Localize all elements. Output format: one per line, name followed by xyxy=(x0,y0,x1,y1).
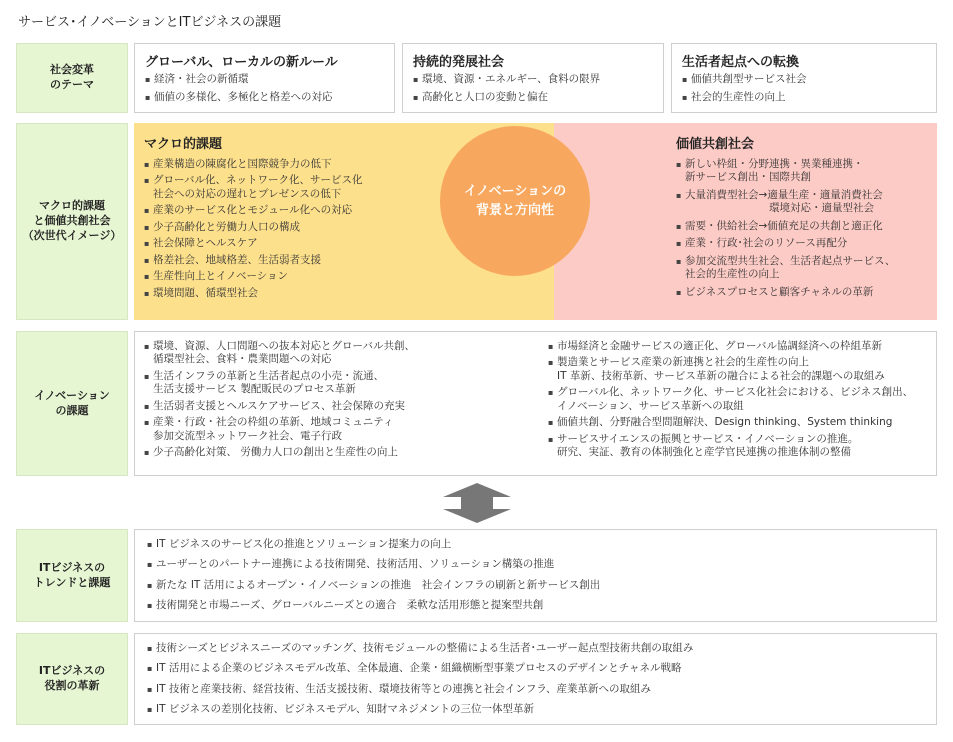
innovation-item: ▪ 少子高齢化対策、 労働力人口の創出と生産性の向上 xyxy=(144,446,539,459)
value-cocreation-title: 価値共創社会 xyxy=(676,137,755,152)
innovation-item: ▪ 市場経済と金融サービスの適正化、グローバル協調経済への枠組革新 xyxy=(548,340,934,353)
macro-issue-item: ▪ 少子高齢化と労働力人口の構成 xyxy=(144,221,544,234)
innovation-direction-circle: イノベーションの 背景と方向性 xyxy=(440,126,590,276)
row-label-it-trend: ITビジネスの トレンドと課題 xyxy=(16,529,128,622)
innovation-item: ▪ 生活弱者支援とヘルスケアサービス、社会保障の充実 xyxy=(144,400,539,413)
innovation-item: ▪ 環境、資源、人口問題への抜本対応とグローバル共創、 循環型社会、食料・農業問題への対応 xyxy=(144,340,539,367)
theme-box-consumer xyxy=(671,43,937,113)
value-cocreation-item: ▪ 参加交流型共生社会、生活者起点サービス、 社会的生産性の向上 xyxy=(676,255,937,282)
macro-issue-item: ▪ 格差社会、地域格差、生活弱者支援 xyxy=(144,254,544,267)
theme-box-global xyxy=(134,43,395,113)
theme-box-sustainable xyxy=(402,43,664,113)
value-cocreation-item: ▪ 大量消費型社会→適量生産・適量消費社会 環境対応・適量型社会 xyxy=(676,189,937,216)
it-trend-box xyxy=(134,529,937,622)
diagram-title: サービス･イノベーションとITビジネスの課題 xyxy=(18,15,282,30)
row-label-theme: 社会変革 のテーマ xyxy=(16,43,128,113)
value-cocreation-panel xyxy=(554,123,937,320)
value-cocreation-item: ▪ 新しい枠組・分野連携・異業種連携・ 新サービス創出・国際共創 xyxy=(676,158,937,185)
innovation-list-right xyxy=(548,340,934,463)
it-trend-item: ▪ ユーザーとのパートナー連携による技術開発、技術活用、ソリューション構築の推進 xyxy=(147,558,924,571)
innovation-item: ▪ グローバル化、ネットワーク化、サービス化社会における、ビジネス創出、 イノベーション、サービス革新への取組 xyxy=(548,386,934,413)
it-role-item: ▪ IT 技術と産業技術、経営技術、生活支援技術、環境技術等との連携と社会インフラ、産業革新への取組み xyxy=(147,683,924,696)
theme-title: グローバル、ローカルの新ルール xyxy=(145,55,338,70)
value-cocreation-item: ▪ 産業・行政･社会のリソース再配分 xyxy=(676,237,937,250)
innovation-item: ▪ 価値共創、分野融合型問題解決、Design thinking、System thinking xyxy=(548,416,934,429)
it-role-box xyxy=(134,633,937,725)
innovation-item: ▪ 産業・行政・社会の枠組の革新、地域コミュニティ 参加交流型ネットワーク社会、電子行政 xyxy=(144,416,539,443)
row-label-macro: マクロ的課題 と価値共創社会 （次世代イメージ） xyxy=(16,123,128,320)
it-role-item: ▪ 技術シーズとビジネスニーズのマッチング、技術モジュールの整備による生活者･ユーザー起点型技術共創の取組み xyxy=(147,642,924,655)
macro-issue-item: ▪ 社会保障とヘルスケア xyxy=(144,237,544,250)
theme-item: ▪ 環境、資源・エネルギー、食料の限界 xyxy=(413,73,653,86)
innovation-box xyxy=(134,331,937,476)
macro-issue-item: ▪ 生産性向上とイノベーション xyxy=(144,270,544,283)
innovation-item: ▪ 製造業とサービス産業の新連携と社会的生産性の向上 IT 革新、技術革新、サービス革新の融合による社会的課題への取組み xyxy=(548,356,934,383)
it-trend-item: ▪ 新たな IT 活用によるオープン・イノベーションの推進 社会インフラの刷新と新サービス創出 xyxy=(147,579,924,592)
theme-title: 生活者起点への転換 xyxy=(682,55,800,70)
innovation-item: ▪ サービスサイエンスの振興とサービス・イノベーションの推進。 研究、実証、教育の体制強化と産学官民連携の推進体制の整備 xyxy=(548,433,934,460)
macro-issue-item: ▪ 環境問題、循環型社会 xyxy=(144,287,544,300)
theme-item: ▪ 高齢化と人口の変動と偏在 xyxy=(413,91,653,104)
it-role-item: ▪ IT 活用による企業のビジネスモデル改革、全体最適、企業・組織横断型事業プロセスのデザインとチャネル戦略 xyxy=(147,662,924,675)
theme-item: ▪ 社会的生産性の向上 xyxy=(682,91,926,104)
double-vertical-arrow-icon xyxy=(443,483,511,523)
value-cocreation-item: ▪ 需要・供給社会→価値充足の共創と適正化 xyxy=(676,220,937,233)
innovation-item: ▪ 生活インフラの革新と生活者起点の小売・流通、 生活支援サービス 製配販民のプロセス革新 xyxy=(144,370,539,397)
theme-title: 持続的発展社会 xyxy=(413,55,505,70)
macro-issue-item: ▪ グローバル化、ネットワーク化、サービス化 社会への対応の遅れとプレゼンスの低下 xyxy=(144,174,544,201)
it-trend-item: ▪ 技術開発と市場ニーズ、グローバルニーズとの適合 柔軟な活用形態と提案型共創 xyxy=(147,599,924,612)
row-label-innovation: イノベーション の課題 xyxy=(16,331,128,476)
theme-item: ▪ 価値の多様化、多極化と格差への対応 xyxy=(145,91,384,104)
macro-issues-title: マクロ的課題 xyxy=(144,137,223,152)
theme-item: ▪ 価値共創型サービス社会 xyxy=(682,73,926,86)
macro-issue-item: ▪ 産業構造の陳腐化と国際競争力の低下 xyxy=(144,158,544,171)
theme-item: ▪ 経済・社会の新循環 xyxy=(145,73,384,86)
it-trend-item: ▪ IT ビジネスのサービス化の推進とソリューション提案力の向上 xyxy=(147,538,924,551)
row-label-it-role: ITビジネスの 役割の革新 xyxy=(16,633,128,725)
macro-issue-item: ▪ 産業のサービス化とモジュール化への対応 xyxy=(144,204,544,217)
value-cocreation-item: ▪ ビジネスプロセスと顧客チャネルの革新 xyxy=(676,286,937,299)
innovation-list-left xyxy=(144,340,539,463)
it-role-item: ▪ IT ビジネスの差別化技術、ビジネスモデル、知財マネジメントの三位一体型革新 xyxy=(147,703,924,716)
